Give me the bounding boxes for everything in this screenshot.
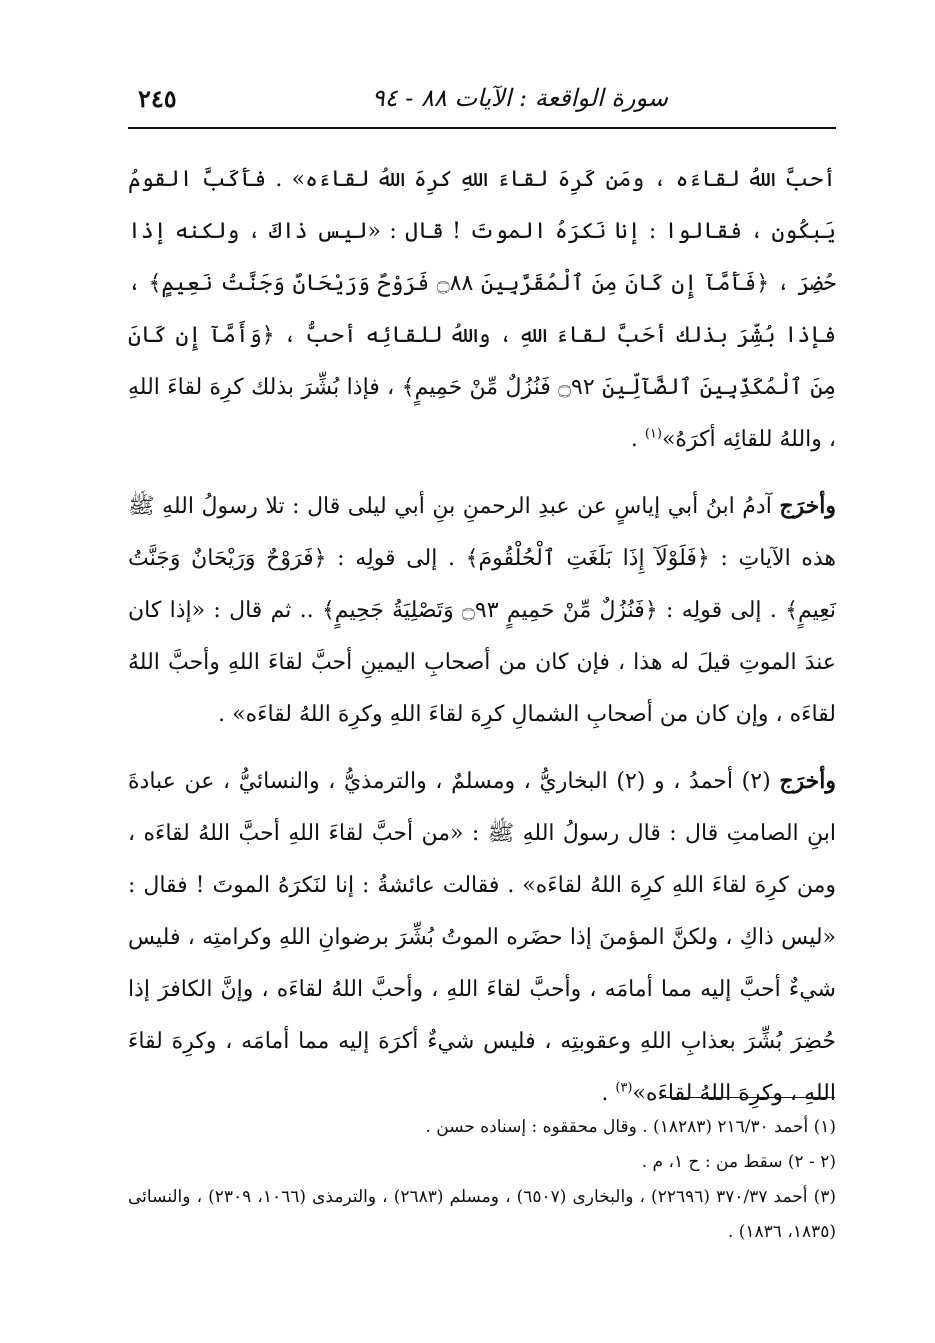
paragraph-3-lead: وأخرَج [779, 768, 836, 794]
paragraph-1-text: أحبَّ اللهُ لقاءَه ، ومَن كَرِهَ لقاءَ اللهِ كرِهَ اللهُ لقاءَه» . فأَكَبَّ القومُ يَبكُون ، فقالوا : إنا نَكرَهُ الموتَ ! قال : «ليس ذاكَ ، ولكنه إذا حُضِرَ ، ﴿فَأَمَّآ إِن كَانَ مِنَ ٱلْمُقَرَّبِينَ ۝٨٨ فَرَوْحٌ وَرَيْحَانٌ وَجَنَّتُ نَعِيمٍ﴾ ، فإذا بُشِّرَ بذلك أحَبَّ لقاءَ اللهِ ، واللهُ للقائِه أحبُّ ، ﴿وَأَمَّآ إِن كَانَ مِنَ ٱلْمُكَذِّبِينَ ٱلضَّآلِّينَ ۝٩٢ فَنُزُلٌ مِّنْ حَمِيمٍ﴾ ، فإذا بُشِّرَ بذلك كرِهَ لقاءَ اللهِ ، واللهُ للقائِه أكرَهُ» [128, 167, 836, 452]
footnote-1: (١) أحمد ٢١٦/٣٠ (١٨٢٨٣) . وقال محققوه : إسناده حسن . [425, 1117, 836, 1137]
paragraph-3-text: (٢) أحمدُ ، و (٢) البخاريُّ ، ومسلمٌ ، والترمذيُّ ، والنسائيُّ ، عن عبادةَ ابنِ الصامتِ قال : قال رسولُ اللهِ ﷺ : «من أحبَّ لقاءَ اللهِ أحبَّ اللهُ لقاءَه ، ومن كرِهَ لقاءَ اللهِ كرِهَ اللهُ لقاءَه» . فقالت عائشةُ : إنا لنَكرَهُ الموتَ ! فقال : «ليس ذاكِ ، ولكنَّ المؤمنَ إذا حضَره الموتُ بُشِّرَ برضوانِ اللهِ وكرامتِه ، فليس شيءٌ أحبَّ إليه مما أمامَه ، وأحبَّ لقاءَ اللهِ ، وأحبَّ اللهُ لقاءَه ، وإنَّ الكافرَ إذا حُضِرَ بُشِّرَ بعذابِ اللهِ وعقوبتِه ، فليس شيءٌ أكرَهَ إليه مما أمامَه ، وكرِهَ لقاءَ اللهِ ، وكرِهَ اللهُ لقاءَه» [128, 769, 836, 1106]
paragraph-1 [128, 154, 836, 466]
paragraph-1-end: . [630, 427, 645, 452]
paragraph-2-lead: وأخرَج [779, 493, 836, 519]
footnote-2: (٢ - ٢) سقط من : ح ١، م . [641, 1152, 836, 1172]
footnote-rule [665, 1097, 835, 1098]
running-title: سورة الواقعة : الآيات ٨٨ - ٩٤ [371, 84, 668, 112]
page-header [128, 78, 836, 118]
page-number: ٢٤٥ [138, 84, 177, 113]
paragraph-2-text: آدمُ ابنُ أبي إياسٍ عن عبدِ الرحمنِ بنِ أبي ليلى قال : تلا رسولُ اللهِ ﷺ هذه الآياتِ : ﴿فَلَوْلَآ إِذَا بَلَغَتِ ٱلْحُلْقُومَ﴾ . إلى قولِه : ﴿فَرَوْحٌ وَرَيْحَانٌ وَجَنَّتُ نَعِيمٍ﴾ . إلى قولِه : ﴿فَنُزُلٌ مِّنْ حَمِيمٍ ۝٩٣ وَتَصْلِيَةُ جَحِيمٍ﴾ .. ثم قال : «إذا كان عندَ الموتِ قيلَ له هذا ، فإن كان من أصحابِ اليمينِ أحبَّ لقاءَ اللهِ وأحبَّ اللهُ لقاءَه ، وإن كان من أصحابِ الشمالِ كرِهَ لقاءَ اللهِ وكرِهَ اللهُ لقاءَه» . [128, 494, 837, 727]
footnote-ref-3: (٣) [615, 1080, 633, 1096]
paragraph-2 [128, 480, 836, 741]
footnote-3: (٣) أحمد ٣٧٠/٣٧ (٢٢٦٩٦) ، والبخارى (٦٥٠٧) ، ومسلم (٢٦٨٣) ، والترمذى (١٠٦٦، ٢٣٠٩) ، والنسائى (١٨٣٥، ١٨٣٦) . [128, 1187, 836, 1242]
paragraph-3-end: . [601, 1081, 616, 1106]
body-text [128, 154, 836, 1134]
footnotes [128, 1110, 836, 1250]
header-rule [128, 127, 836, 129]
footnote-ref-1: (١) [644, 426, 662, 442]
paragraph-3 [128, 755, 836, 1120]
